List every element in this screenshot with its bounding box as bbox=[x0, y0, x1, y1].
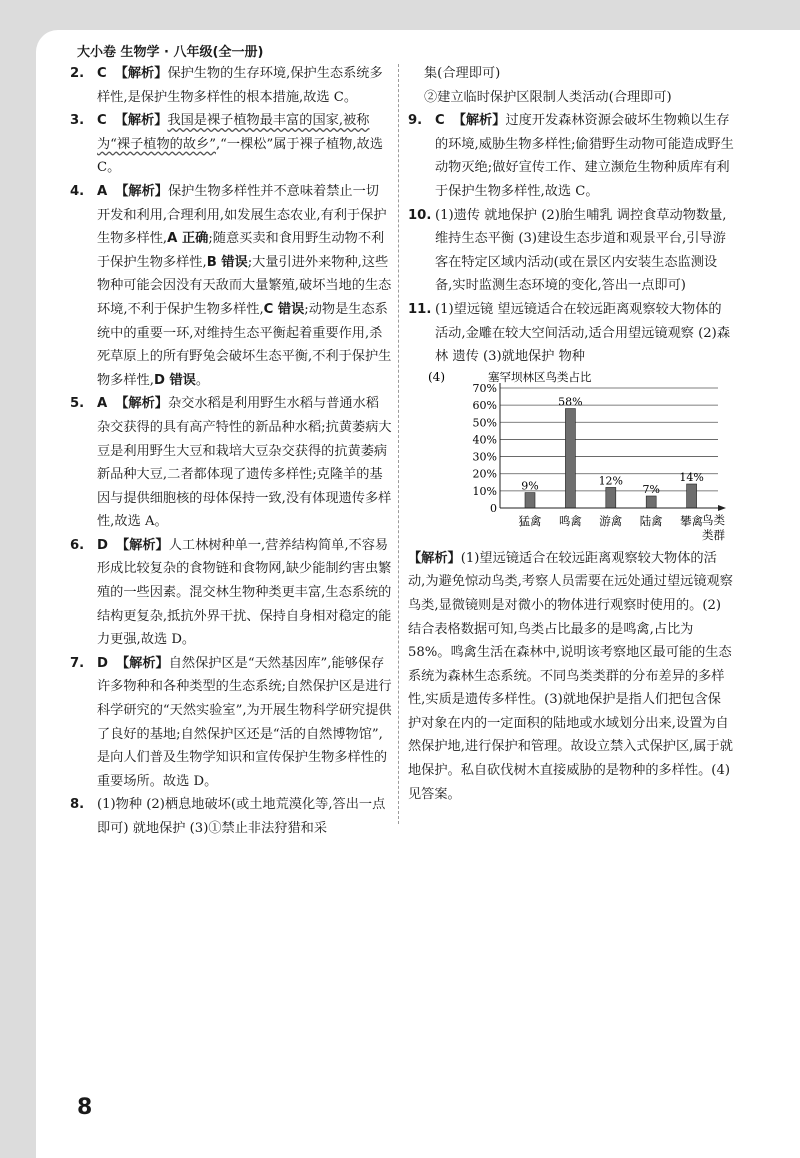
explanation-text: 人工林树种单一,营养结构简单,不容易形成比较复杂的食物链和食物网,缺少能制约害虫繁殖的一些因素。混交林生物种类更丰富,生态系统的结构更复杂,抵抗外界干扰、保持自身相对稳定的能力更强,故选 D。 bbox=[97, 537, 392, 648]
answer-choice: C bbox=[97, 113, 107, 129]
y-tick-label: 10% bbox=[472, 484, 497, 498]
question-number: 3. bbox=[70, 113, 85, 129]
analysis-tag: 【解析】 bbox=[115, 537, 169, 553]
answer-choice: C bbox=[97, 66, 107, 81]
bar-value-label: 58% bbox=[558, 395, 583, 409]
bar bbox=[687, 484, 697, 508]
question-number: 4. bbox=[70, 183, 85, 199]
analysis-block bbox=[408, 547, 734, 807]
bar bbox=[606, 487, 616, 508]
explanation-text: 自然保护区是“天然基因库”,能够保存许多物种和各种类型的生态系统;自然保护区是进行科学研究的“天然实验室”,为开展生物科学研究提供了良好的基地;自然保护区还是“活的自然博物馆”,是向人们普及生物学知识和宣传保护生物多样性的重要场所。故选 D。 bbox=[97, 655, 392, 789]
answer-item bbox=[70, 109, 392, 180]
y-tick-label: 60% bbox=[472, 398, 497, 412]
bar-value-label: 7% bbox=[642, 482, 660, 496]
answer-line: ②建立临时保护区限制人类活动(合理即可) bbox=[424, 89, 672, 105]
judgement-text: C 错误 bbox=[263, 301, 305, 317]
x-category-label: 鸣禽 bbox=[558, 513, 582, 528]
answer-item bbox=[408, 204, 734, 298]
answer-item bbox=[70, 652, 392, 794]
answer-item bbox=[408, 109, 734, 203]
bar bbox=[525, 492, 535, 507]
answer-item bbox=[70, 62, 392, 109]
analysis-tag: 【解析】 bbox=[114, 66, 168, 81]
bar-value-label: 12% bbox=[598, 474, 624, 488]
bar-value-label: 14% bbox=[679, 470, 704, 484]
explanation-text: ;大量引进外来物种,这些物种可能会因没有天敌而大量繁殖,破坏当地的生态环境,不利于保护生物多样性, bbox=[97, 254, 392, 317]
bird-ratio-chart bbox=[428, 369, 728, 547]
page-number: 8 bbox=[77, 1095, 93, 1120]
answer-choice: D bbox=[97, 655, 108, 671]
answer-item bbox=[408, 298, 734, 369]
explanation-text: 我国是裸子植物最丰富的国家,被称为“裸子植物的故乡” bbox=[97, 113, 370, 152]
explanation-text: (1)遗传 就地保护 (2)胎生哺乳 调控食草动物数量,维持生态平衡 (3)建设生态步道和观景平台,引导游客在特定区域内活动(或在景区内安装生态监测设备,实时监测生态环境的变化,答出一点即可) bbox=[435, 207, 727, 294]
explanation-text: 保护生物多样性并不意味着禁止一切开发和利用,合理利用,如发展生态农业,有利于保护生物多样性, bbox=[97, 183, 387, 247]
y-tick-label: 30% bbox=[472, 450, 497, 464]
analysis-tag: 【解析】 bbox=[115, 183, 168, 199]
explanation-text: 保护生物的生存环境,保护生态系统多样性,是保护生物多样性的根本措施,故选 C。 bbox=[97, 66, 383, 105]
answer-choice: A bbox=[97, 396, 108, 412]
y-tick-label: 20% bbox=[472, 467, 497, 481]
y-tick-label: 0 bbox=[490, 501, 497, 515]
bar-value-label: 9% bbox=[521, 479, 539, 493]
chart-prefix: (4) bbox=[428, 369, 445, 384]
explanation-text: 杂交水稻是利用野生水稻与普通水稻杂交获得的具有高产特性的新品种水稻;抗黄萎病大豆是利用野生大豆和栽培大豆杂交获得的抗黄萎病新品种大豆,二者都体现了遗传多样性;克隆羊的基因与提供细胞核的母体保持一致,没有体现遗传多样性,故选 A。 bbox=[97, 396, 392, 530]
x-category-label: 游禽 bbox=[599, 513, 623, 528]
explanation-text: ;动物是生态系统中的重要一环,对维持生态平衡起着重要作用,杀死草原上的所有野兔会破坏生态平衡,不利于保护生物多样性, bbox=[97, 301, 392, 388]
left-column bbox=[70, 62, 392, 841]
chart-y-ticks bbox=[473, 382, 497, 515]
explanation-text: 。 bbox=[195, 372, 210, 388]
question-number: 7. bbox=[70, 655, 85, 671]
analysis-tag: 【解析】 bbox=[115, 655, 169, 671]
explanation-text: (1)望远镜 望远镜适合在较远距离观察较大物体的活动,金雕在较大空间活动,适合用望远镜观察 (2)森林 遗传 (3)就地保护 物种 bbox=[435, 301, 731, 365]
x-category-label: 猛禽 bbox=[518, 513, 542, 528]
x-category-label: 陆禽 bbox=[639, 513, 663, 528]
bar bbox=[565, 408, 575, 507]
analysis-tag: 【解析】 bbox=[408, 550, 461, 566]
answer-choice: D bbox=[97, 537, 108, 553]
book-header: 大小卷 生物学 · 八年级(全一册) bbox=[77, 45, 264, 60]
x-axis-label: 鸟类类群 bbox=[702, 512, 725, 542]
answer-item bbox=[70, 534, 392, 652]
bar bbox=[646, 496, 656, 508]
question-number: 5. bbox=[70, 396, 85, 412]
question-number: 2. bbox=[70, 66, 85, 81]
analysis-tag: 【解析】 bbox=[452, 113, 506, 129]
explanation-text: ;随意买卖和食用野生动物不利于保护生物多样性, bbox=[97, 231, 385, 270]
question-number: 11. bbox=[408, 301, 432, 317]
column-divider bbox=[398, 64, 399, 824]
right-items bbox=[408, 109, 734, 369]
judgement-text: D 错误 bbox=[153, 372, 196, 388]
chart-title: 塞罕坝林区鸟类占比 bbox=[488, 369, 592, 384]
judgement-text: B 错误 bbox=[206, 254, 248, 270]
explanation-text: 过度开发森林资源会破坏生物赖以生存的环境,威胁生物多样性;偷猎野生动物可能造成野生动物灭绝;做好宣传工作、建立濒危生物种质库有利于保护生物多样性,故选 C。 bbox=[435, 113, 734, 199]
y-tick-label: 50% bbox=[472, 416, 497, 430]
question-number: 6. bbox=[70, 537, 85, 553]
x-axis-arrow bbox=[718, 505, 726, 511]
explanation-text: (1)物种 (2)栖息地破坏(或土地荒漠化等,答出一点即可) 就地保护 (3)①禁止非法狩猎和采 bbox=[97, 797, 386, 836]
analysis-tag: 【解析】 bbox=[114, 113, 168, 129]
answer-item bbox=[70, 180, 392, 392]
answer-item bbox=[70, 793, 392, 840]
question-number: 9. bbox=[408, 113, 423, 129]
right-column bbox=[408, 62, 734, 806]
y-tick-label: 70% bbox=[472, 381, 497, 395]
judgement-text: A 正确 bbox=[167, 231, 209, 247]
bird-ratio-chart-block bbox=[428, 369, 734, 547]
explanation-text: ,“一棵松”属于裸子植物,故选 C。 bbox=[97, 136, 383, 176]
x-category-label: 攀禽 bbox=[680, 513, 704, 528]
answer-choice: C bbox=[435, 113, 445, 129]
analysis-text: (1)望远镜适合在较远距离观察较大物体的活动,为避免惊动鸟类,考察人员需要在远处通过望远镜观察鸟类,显微镜则是对微小的物体进行观察时使用的。(2)结合表格数据可知,鸟类占比最多的是鸣禽,占比为 58%。鸣禽生活在森林中,说明该考察地区最可能的生态系统为森林生态系统。不同鸟类类群的分布差异的多样性,实质是遗传多样性。(3)就地保护是指人们把包含保护对象在内的一定面积的陆地或水域划分出来,设置为自然保护地,进行保护和管理。故设立禁入式保护区,属于就地保护。私自砍伐树木直接威胁的是物种的多样性。(4)见答案。 bbox=[408, 550, 733, 802]
question-number: 10. bbox=[408, 207, 432, 223]
y-tick-label: 40% bbox=[472, 433, 497, 447]
answer-line: 集(合理即可) bbox=[424, 66, 501, 81]
question-number: 8. bbox=[70, 797, 85, 813]
chart-x-labels bbox=[519, 514, 704, 528]
answer-choice: A bbox=[97, 183, 108, 199]
analysis-tag: 【解析】 bbox=[115, 396, 168, 412]
answer-item bbox=[70, 392, 392, 534]
